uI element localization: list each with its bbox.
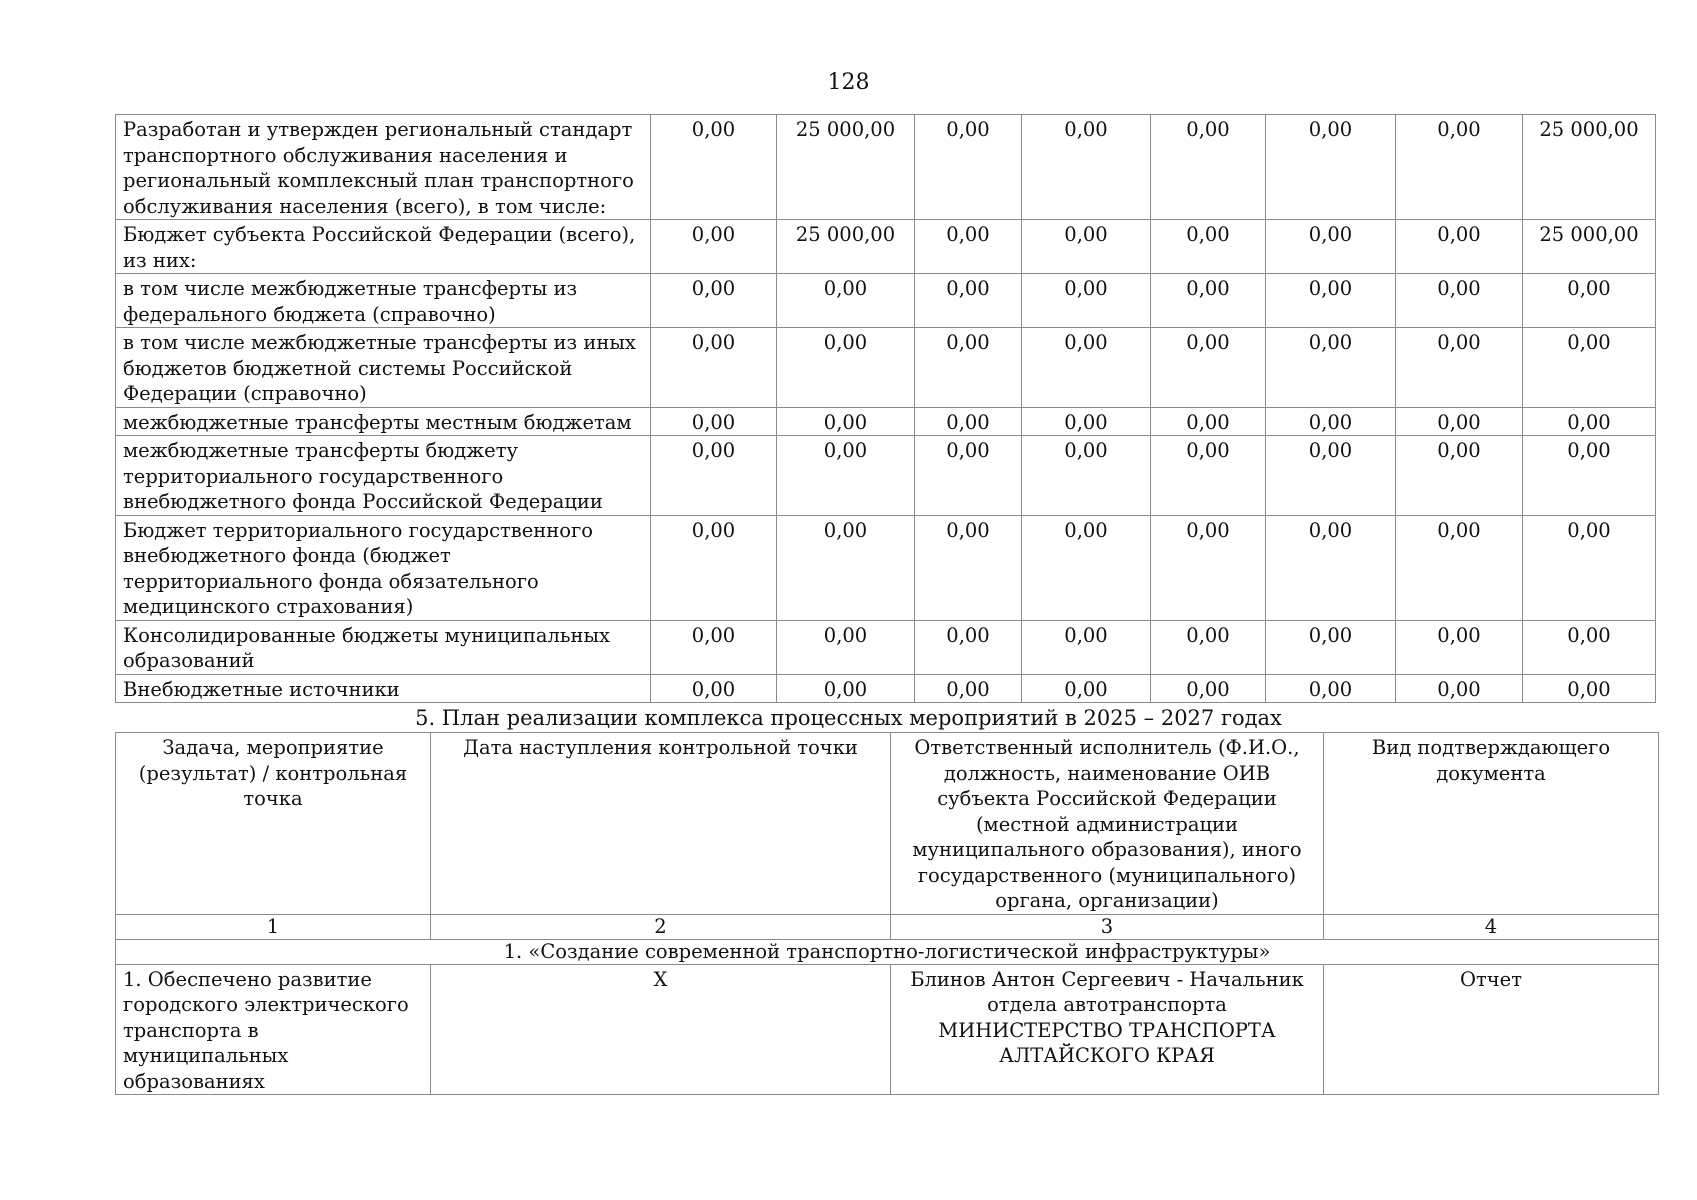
row-value: 0,00 xyxy=(915,220,1022,274)
row-label: Внебюджетные источники xyxy=(116,674,651,703)
row-value: 0,00 xyxy=(651,674,777,703)
row-value: 0,00 xyxy=(1396,328,1523,408)
row-value: 0,00 xyxy=(1266,620,1396,674)
row-value: 0,00 xyxy=(915,436,1022,516)
row-value: 0,00 xyxy=(1266,436,1396,516)
row-value: 0,00 xyxy=(777,515,915,620)
task-heading: 1. «Создание современной транспортно-логистической инфраструктуры» xyxy=(116,939,1659,964)
page-number: 128 xyxy=(827,70,870,95)
row-label: Бюджет субъекта Российской Федерации (всего), из них: xyxy=(116,220,651,274)
row-value: 0,00 xyxy=(1151,115,1266,220)
row-value: 0,00 xyxy=(1396,407,1523,436)
row-label: межбюджетные трансферты бюджету территориального государственного внебюджетного фонда Российской Федерации xyxy=(116,436,651,516)
row-value: 0,00 xyxy=(651,436,777,516)
row-value: 0,00 xyxy=(1523,407,1656,436)
header-task: Задача, мероприятие (результат) / контрольная точка xyxy=(116,733,431,915)
row-value: 0,00 xyxy=(651,220,777,274)
plan-header-row xyxy=(116,733,1659,915)
row-value: 0,00 xyxy=(1022,620,1151,674)
row-value: 0,00 xyxy=(1151,436,1266,516)
row-value: 0,00 xyxy=(1523,436,1656,516)
row-value: 0,00 xyxy=(777,674,915,703)
table-row xyxy=(116,328,1656,408)
table-row xyxy=(116,407,1656,436)
table-row xyxy=(116,274,1656,328)
row-value: 0,00 xyxy=(1022,220,1151,274)
responsible-line: отдела автотранспорта xyxy=(987,993,1227,1016)
row-label: Консолидированные бюджеты муниципальных образований xyxy=(116,620,651,674)
row-value: 25 000,00 xyxy=(777,115,915,220)
row-value: 0,00 xyxy=(1022,515,1151,620)
row-value: 0,00 xyxy=(1396,515,1523,620)
column-numbers-row xyxy=(116,914,1659,939)
responsible-line: АЛТАЙСКОГО КРАЯ xyxy=(999,1044,1215,1067)
table-row xyxy=(116,115,1656,220)
row-value: 0,00 xyxy=(1022,407,1151,436)
row-label: межбюджетные трансферты местным бюджетам xyxy=(116,407,651,436)
row-value: 0,00 xyxy=(1266,515,1396,620)
row-value: 0,00 xyxy=(1151,220,1266,274)
row-value: 0,00 xyxy=(1266,115,1396,220)
row-value: 25 000,00 xyxy=(1523,115,1656,220)
row-value: 0,00 xyxy=(1396,115,1523,220)
plan-section-title: 5. План реализации комплекса процессных мероприятий в 2025 – 2027 годах xyxy=(415,706,1282,730)
row-value: 0,00 xyxy=(1523,328,1656,408)
row-value: 0,00 xyxy=(651,115,777,220)
row-value: 0,00 xyxy=(651,515,777,620)
row-value: 0,00 xyxy=(651,274,777,328)
row-value: 0,00 xyxy=(777,328,915,408)
header-date: Дата наступления контрольной точки xyxy=(431,733,891,915)
row-value: 0,00 xyxy=(915,328,1022,408)
row-value: 0,00 xyxy=(1266,407,1396,436)
row-value: 0,00 xyxy=(1266,274,1396,328)
plan-table xyxy=(115,732,1659,1095)
responsible-line: Блинов Антон Сергеевич - Начальник xyxy=(910,967,1304,991)
table-row xyxy=(116,620,1656,674)
item-name: 1. Обеспечено развитие городского электрического транспорта в муниципальных образованиях xyxy=(116,964,431,1095)
row-value: 0,00 xyxy=(777,620,915,674)
row-value: 0,00 xyxy=(1022,274,1151,328)
row-value: 0,00 xyxy=(1266,328,1396,408)
table-row xyxy=(116,515,1656,620)
header-responsible: Ответственный исполнитель (Ф.И.О., должность, наименование ОИВ субъекта Российской Федерации (местной администрации муниципального образования), иного государственного (муниципального) органа, организации) xyxy=(891,733,1324,915)
row-value: 0,00 xyxy=(777,407,915,436)
row-value: 0,00 xyxy=(1151,674,1266,703)
item-document: Отчет xyxy=(1324,964,1659,1095)
row-value: 0,00 xyxy=(1523,274,1656,328)
row-value: 0,00 xyxy=(1022,115,1151,220)
row-value: 0,00 xyxy=(777,436,915,516)
row-value: 0,00 xyxy=(1266,674,1396,703)
row-value: 0,00 xyxy=(1396,220,1523,274)
row-value: 0,00 xyxy=(915,115,1022,220)
item-date: Х xyxy=(431,964,891,1095)
finance-table xyxy=(115,114,1656,703)
row-value: 0,00 xyxy=(1523,515,1656,620)
row-value: 0,00 xyxy=(1151,328,1266,408)
column-number: 4 xyxy=(1324,914,1659,939)
row-value: 0,00 xyxy=(1396,620,1523,674)
task-heading-row xyxy=(116,939,1659,964)
table-row xyxy=(116,220,1656,274)
column-number: 1 xyxy=(116,914,431,939)
item-responsible xyxy=(891,964,1324,1095)
plan-item-row xyxy=(116,964,1659,1095)
row-value: 0,00 xyxy=(915,515,1022,620)
responsible-line: МИНИСТЕРСТВО ТРАНСПОРТА xyxy=(938,1018,1276,1042)
row-value: 0,00 xyxy=(1266,220,1396,274)
row-value: 0,00 xyxy=(1523,620,1656,674)
column-number: 3 xyxy=(891,914,1324,939)
table-row xyxy=(116,674,1656,703)
row-value: 0,00 xyxy=(1396,674,1523,703)
row-value: 0,00 xyxy=(915,674,1022,703)
row-value: 0,00 xyxy=(915,407,1022,436)
row-value: 25 000,00 xyxy=(777,220,915,274)
row-label: Бюджет территориального государственного внебюджетного фонда (бюджет территориального фонда обязательного медицинского страхования) xyxy=(116,515,651,620)
row-value: 0,00 xyxy=(1396,436,1523,516)
row-value: 0,00 xyxy=(1022,674,1151,703)
row-value: 0,00 xyxy=(1151,620,1266,674)
column-number: 2 xyxy=(431,914,891,939)
row-value: 0,00 xyxy=(1523,674,1656,703)
header-document: Вид подтверждающего документа xyxy=(1324,733,1659,915)
row-value: 0,00 xyxy=(777,274,915,328)
row-value: 0,00 xyxy=(651,620,777,674)
row-value: 0,00 xyxy=(651,328,777,408)
row-value: 0,00 xyxy=(1022,436,1151,516)
row-label: Разработан и утвержден региональный стандарт транспортного обслуживания населения и региональный комплексный план транспортного обслуживания населения (всего), в том числе: xyxy=(116,115,651,220)
row-value: 0,00 xyxy=(915,274,1022,328)
row-label: в том числе межбюджетные трансферты из федерального бюджета (справочно) xyxy=(116,274,651,328)
row-value: 0,00 xyxy=(651,407,777,436)
row-label: в том числе межбюджетные трансферты из иных бюджетов бюджетной системы Российской Федерации (справочно) xyxy=(116,328,651,408)
row-value: 0,00 xyxy=(1396,274,1523,328)
table-row xyxy=(116,436,1656,516)
row-value: 25 000,00 xyxy=(1523,220,1656,274)
row-value: 0,00 xyxy=(915,620,1022,674)
row-value: 0,00 xyxy=(1151,407,1266,436)
row-value: 0,00 xyxy=(1151,274,1266,328)
row-value: 0,00 xyxy=(1151,515,1266,620)
row-value: 0,00 xyxy=(1022,328,1151,408)
